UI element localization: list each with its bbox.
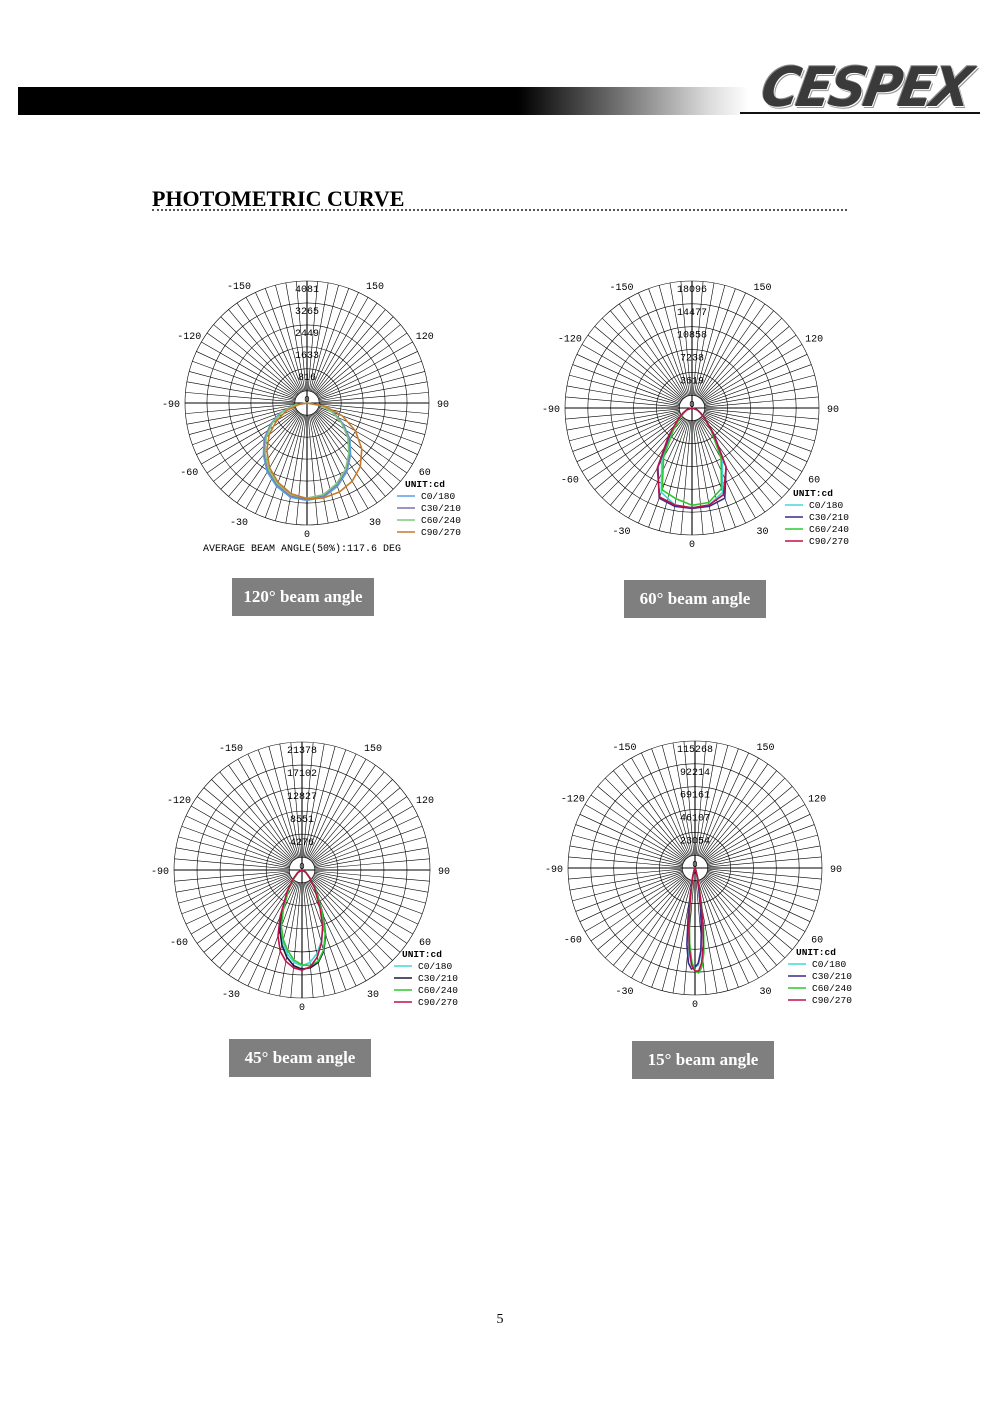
origin-label: 0: [304, 395, 310, 405]
grid-spoke: [315, 871, 430, 881]
legend-label: C90/270: [421, 527, 461, 538]
legend-label: C60/240: [418, 985, 458, 996]
legend-label: C90/270: [418, 997, 458, 1008]
legend-label: C0/180: [418, 961, 453, 972]
grid-spoke: [185, 392, 294, 402]
grid-spoke: [319, 392, 428, 402]
radial-tick-label: 816: [297, 372, 317, 384]
grid-spoke: [567, 386, 680, 406]
legend-label: C30/210: [812, 971, 852, 982]
grid-spoke: [694, 421, 714, 534]
radial-tick-label: 8551: [289, 815, 315, 827]
grid-spoke: [568, 869, 682, 879]
angle-label-m30: -30: [229, 517, 249, 529]
angle-label-m120: -120: [177, 332, 202, 343]
radial-tick-label: 69161: [679, 790, 711, 802]
grid-spoke: [312, 797, 406, 863]
angle-label-150: 150: [363, 744, 383, 756]
angle-label-30: 30: [368, 517, 382, 529]
angle-label-120: 120: [415, 796, 434, 807]
grid-spoke: [317, 333, 407, 396]
grid-spoke: [708, 846, 821, 866]
angle-label-m90: -90: [541, 405, 561, 416]
angle-label-0: 0: [688, 540, 696, 551]
grid-spoke: [705, 410, 818, 430]
grid-spoke: [296, 415, 306, 524]
unit-label: UNIT:cd: [402, 949, 442, 960]
grid-spoke: [176, 848, 289, 868]
angle-label-m60: -60: [560, 475, 579, 487]
grid-spoke: [588, 335, 682, 401]
grid-spoke: [568, 857, 682, 867]
grid-spoke: [570, 870, 683, 890]
grid-spoke: [319, 382, 427, 401]
angle-label-m120: -120: [557, 334, 582, 346]
angle-label-30: 30: [756, 527, 769, 539]
unit-label: UNIT:cd: [796, 947, 836, 958]
radial-tick-label: 4276: [289, 838, 315, 850]
radial-tick-label: 3265: [294, 306, 320, 318]
angle-label-0: 0: [691, 1000, 699, 1011]
caption-45-beam-angle: 45° beam angle: [229, 1039, 371, 1077]
radial-tick-label: 18096: [676, 285, 708, 296]
radial-tick-label: 12827: [286, 792, 318, 804]
grid-spoke: [567, 410, 680, 430]
grid-spoke: [286, 415, 305, 523]
angle-label-0: 0: [298, 1003, 306, 1014]
legend: [788, 947, 852, 1006]
grid-spoke: [308, 415, 318, 524]
polar-plot-svg: [535, 265, 880, 565]
grid-spoke: [705, 795, 799, 861]
grid-spoke: [176, 872, 289, 892]
radial-tick-label: 115268: [676, 745, 714, 756]
angle-label-m150: -150: [218, 744, 244, 756]
unit-label: UNIT:cd: [405, 479, 445, 490]
angle-label-150: 150: [753, 282, 772, 294]
page-title: PHOTOMETRIC CURVE: [152, 186, 405, 211]
grid-spoke: [570, 846, 683, 866]
angle-label-m150: -150: [226, 282, 252, 294]
angle-label-90: 90: [829, 865, 843, 876]
grid-spoke: [619, 304, 685, 398]
angle-label-m90: -90: [544, 865, 564, 876]
grid-spoke: [187, 382, 295, 401]
grid-spoke: [702, 335, 796, 401]
grid-spoke: [702, 764, 768, 858]
legend-label: C60/240: [421, 515, 461, 526]
legend-label: C90/270: [809, 536, 849, 547]
legend-label: C30/210: [421, 503, 461, 514]
radial-tick-label: 7238: [679, 353, 705, 365]
legend-label: C30/210: [809, 512, 849, 523]
legend-label: C60/240: [809, 524, 849, 535]
page-number: 5: [496, 1312, 504, 1327]
origin-label: 0: [689, 400, 695, 410]
grid-spoke: [314, 303, 377, 393]
legend: [394, 949, 458, 1008]
radial-tick-label: 92214: [679, 767, 711, 779]
angle-label-m150: -150: [612, 742, 637, 754]
angle-label-m60: -60: [180, 468, 199, 479]
angle-label-m150: -150: [609, 282, 634, 294]
legend: [397, 479, 461, 538]
origin-label: 0: [692, 860, 698, 870]
polar-chart-120: [155, 265, 485, 560]
grid-spoke: [699, 418, 765, 512]
angle-label-0: 0: [303, 530, 311, 541]
legend-label: C0/180: [421, 491, 456, 502]
grid-spoke: [622, 878, 688, 972]
unit-label: UNIT:cd: [793, 488, 833, 499]
legend: [785, 488, 849, 547]
grid-spoke: [702, 415, 796, 481]
grid-spoke: [591, 795, 685, 861]
polar-chart-15: [540, 728, 880, 1020]
grid-spoke: [317, 410, 407, 473]
angle-label-90: 90: [436, 400, 450, 411]
grid-spoke: [314, 413, 377, 503]
angle-label-m30: -30: [221, 989, 241, 1001]
radial-tick-label: 14477: [676, 307, 708, 319]
radial-tick-label: 17102: [286, 769, 318, 781]
origin-label: 0: [299, 862, 305, 872]
grid-spoke: [708, 857, 822, 867]
grid-spoke: [681, 421, 691, 535]
legend-label: C90/270: [812, 995, 852, 1006]
grid-spoke: [197, 877, 291, 943]
grid-spoke: [229, 765, 295, 859]
grid-spoke: [207, 333, 297, 396]
angle-label-m90: -90: [150, 867, 170, 878]
grid-spoke: [705, 875, 799, 941]
radial-tick-label: 4081: [294, 285, 320, 296]
grid-spoke: [291, 883, 301, 998]
angle-label-120: 120: [805, 334, 824, 346]
legend-label: C30/210: [418, 973, 458, 984]
polar-plot-svg: [155, 265, 485, 560]
radial-tick-label: 1633: [294, 350, 320, 362]
grid-spoke: [591, 875, 685, 941]
polar-chart-60: [535, 265, 880, 565]
legend-label: C60/240: [812, 983, 852, 994]
grid-spoke: [309, 415, 328, 523]
grid-spoke: [708, 869, 822, 879]
grid-spoke: [670, 421, 690, 534]
grid-spoke: [309, 765, 375, 859]
grid-spoke: [315, 859, 430, 869]
grid-spoke: [565, 397, 679, 407]
grid-spoke: [303, 883, 313, 998]
cespex-logo: CESPEX: [756, 56, 975, 120]
grid-spoke: [312, 877, 406, 943]
legend-label: C0/180: [809, 500, 844, 511]
grid-spoke: [622, 764, 688, 858]
grid-spoke: [699, 304, 765, 398]
legend-label: C0/180: [812, 959, 847, 970]
angle-label-150: 150: [365, 282, 385, 294]
grid-spoke: [174, 871, 289, 881]
radial-tick-label: 46107: [679, 813, 711, 825]
angle-label-120: 120: [808, 794, 827, 806]
angle-label-60: 60: [808, 475, 821, 487]
angle-label-90: 90: [437, 867, 451, 878]
angle-label-120: 120: [415, 332, 434, 343]
grid-spoke: [565, 409, 679, 419]
caption-15-beam-angle: 15° beam angle: [632, 1041, 774, 1079]
grid-spoke: [705, 409, 819, 419]
angle-label-60: 60: [418, 938, 431, 949]
grid-spoke: [185, 404, 294, 414]
angle-label-150: 150: [756, 742, 775, 754]
grid-spoke: [708, 870, 821, 890]
angle-label-m90: -90: [161, 400, 181, 411]
grid-spoke: [315, 872, 428, 892]
radial-tick-label: 3619: [679, 376, 705, 388]
title-dotted-rule: [152, 209, 847, 211]
radial-tick-label: 10858: [676, 330, 708, 342]
grid-spoke: [174, 859, 289, 869]
angle-label-m30: -30: [612, 527, 631, 539]
angle-label-30: 30: [759, 987, 772, 999]
grid-spoke: [702, 878, 768, 972]
angle-label-90: 90: [826, 405, 840, 416]
grid-spoke: [705, 397, 819, 407]
caption-60-beam-angle: 60° beam angle: [624, 580, 766, 618]
angle-label-60: 60: [418, 468, 431, 479]
angle-label-60: 60: [811, 935, 824, 947]
grid-spoke: [693, 421, 703, 535]
angle-label-m30: -30: [615, 987, 634, 999]
polar-plot-svg: [540, 728, 880, 1020]
angle-label-m120: -120: [560, 794, 585, 806]
grid-spoke: [315, 848, 428, 868]
grid-spoke: [207, 410, 297, 473]
radial-tick-label: 21378: [286, 746, 318, 757]
radial-tick-label: 23054: [679, 836, 711, 848]
caption-120-beam-angle: 120° beam angle: [232, 578, 374, 616]
angle-label-m60: -60: [563, 935, 582, 947]
grid-spoke: [237, 303, 300, 393]
polar-plot-svg: [150, 730, 490, 1020]
grid-spoke: [705, 386, 818, 406]
angle-label-30: 30: [366, 989, 380, 1001]
polar-chart-45: [150, 730, 490, 1020]
grid-spoke: [197, 797, 291, 863]
beam-angle-note: AVERAGE BEAM ANGLE(50%):117.6 DEG: [203, 544, 402, 555]
radial-tick-label: 2449: [294, 328, 320, 340]
angle-label-m60: -60: [170, 938, 189, 949]
angle-label-m120: -120: [167, 796, 192, 807]
